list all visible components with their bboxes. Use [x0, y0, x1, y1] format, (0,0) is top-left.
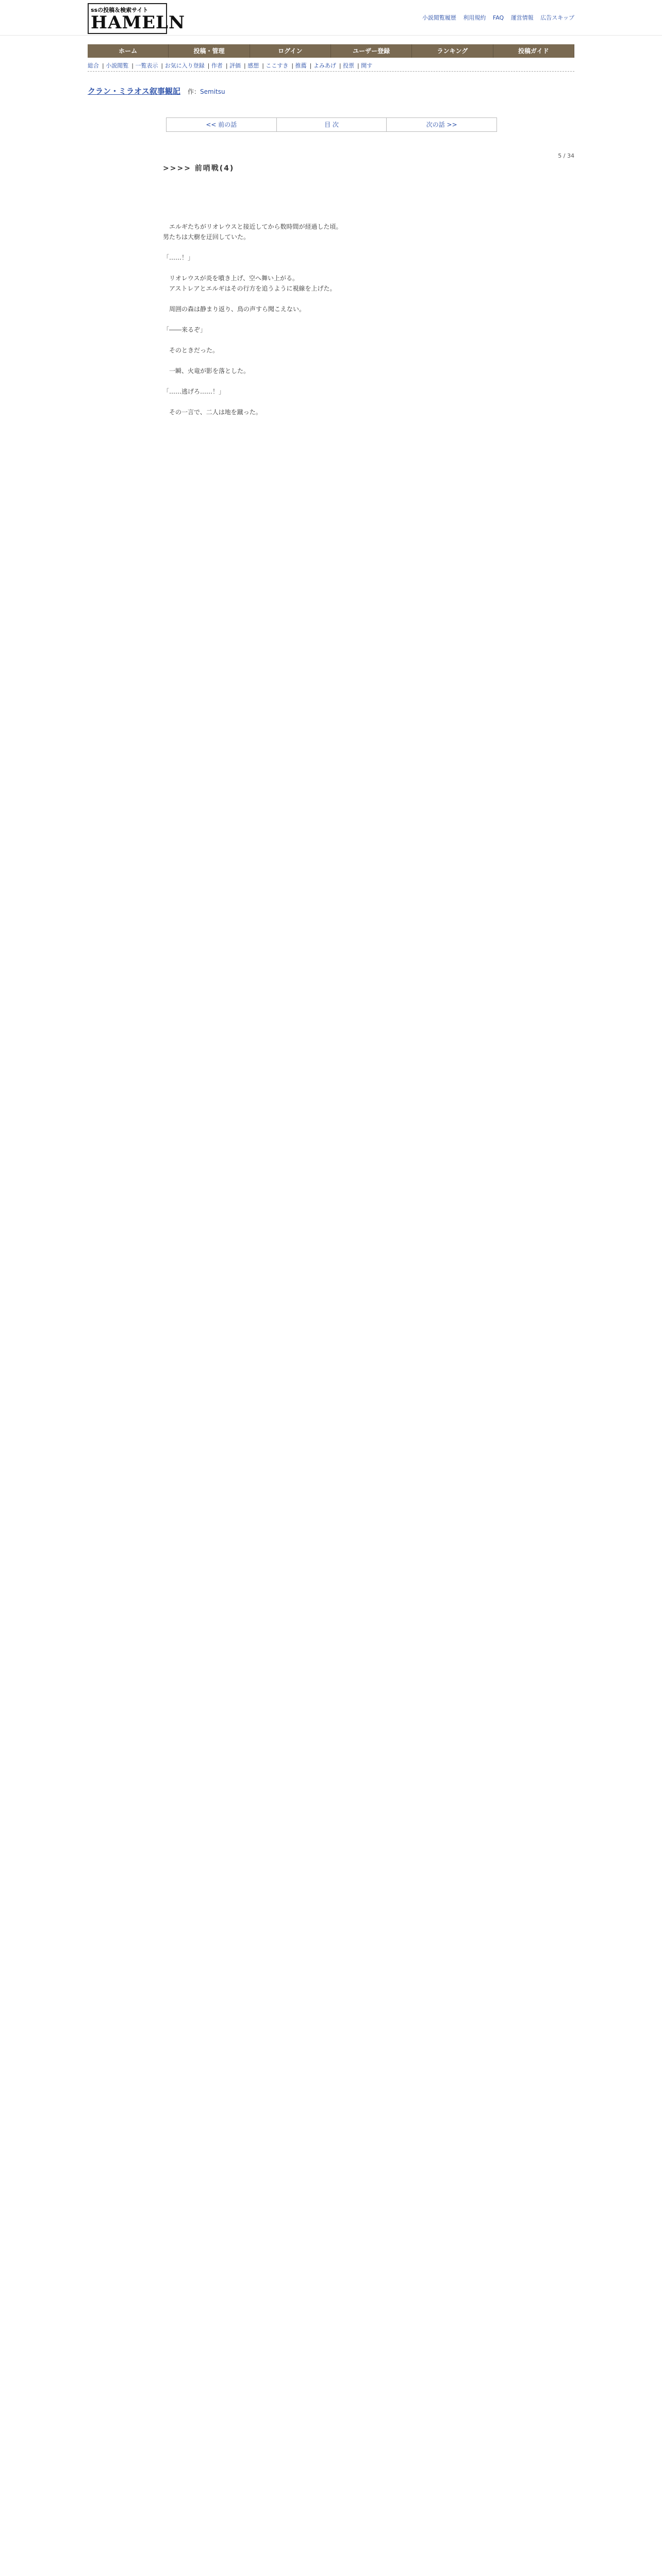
subnav-open[interactable]: 開す: [361, 62, 373, 69]
subnav-overview[interactable]: 総合: [88, 62, 99, 69]
body-paragraph: 一瞬、火竜が影を落とした。: [163, 367, 250, 375]
site-header: [0, 0, 662, 36]
chapter-body: [163, 222, 499, 417]
subnav-favorite[interactable]: お気に入り登録: [164, 62, 205, 69]
body-paragraph: [163, 397, 499, 407]
header-link-skip-ads[interactable]: 広告スキップ: [540, 14, 574, 21]
body-paragraph: 「……！」: [163, 254, 194, 261]
novel-title-link[interactable]: クラン・ミラオス叙事観記: [88, 87, 180, 96]
subnav-read[interactable]: 小説閲覧: [106, 62, 129, 69]
header-link-operator[interactable]: 運営情報: [510, 14, 534, 21]
author-label: 作：: [188, 88, 201, 95]
topnav-guide[interactable]: 投稿ガイド: [493, 44, 574, 58]
body-paragraph: 男たちは大樹を迂回していた。: [163, 233, 250, 241]
body-paragraph: [163, 294, 499, 304]
site-logo[interactable]: [88, 3, 186, 34]
topnav-post-manage[interactable]: 投稿・管理: [169, 44, 250, 58]
logo-text: HAMELN: [91, 12, 186, 33]
body-paragraph: [163, 263, 499, 273]
body-paragraph: [163, 355, 499, 366]
author-link[interactable]: Semitsu: [200, 88, 225, 95]
table-of-contents-link[interactable]: 目 次: [277, 118, 387, 131]
topnav-ranking[interactable]: ランキング: [412, 44, 493, 58]
body-paragraph: 「……逃げろ……！」: [163, 388, 225, 395]
subnav-recommend[interactable]: 推薦: [295, 62, 307, 69]
subnav-rate[interactable]: 評価: [229, 62, 241, 69]
prev-chapter-link[interactable]: << 前の話: [167, 118, 277, 131]
subnav-comments[interactable]: 感想: [247, 62, 259, 69]
subnav-list[interactable]: 一覧表示: [135, 62, 158, 69]
header-link-faq[interactable]: FAQ: [492, 14, 504, 21]
chapter-title: >>>> 前哨戦(4): [163, 164, 235, 173]
body-paragraph: [163, 242, 499, 252]
body-paragraph: 周囲の森は静まり返り、鳥の声すら聞こえない。: [163, 306, 306, 313]
subnav-author[interactable]: 作者: [211, 62, 223, 69]
subnav-readaloud[interactable]: よみあげ: [313, 62, 336, 69]
novel-title-row: [88, 86, 574, 96]
next-chapter-link[interactable]: 次の話 >>: [426, 121, 457, 128]
author-line: [188, 88, 225, 95]
logo-tagline: ssの投稿＆検索サイト: [91, 7, 148, 13]
header-links: [417, 13, 574, 22]
chapter-count: 5 / 34: [558, 152, 574, 159]
header-link-history[interactable]: 小説閲覧履歴: [422, 14, 456, 21]
topnav-login[interactable]: ログイン: [250, 44, 331, 58]
body-paragraph: [163, 376, 499, 386]
subnav-vote[interactable]: 投票: [343, 62, 355, 69]
body-paragraph: アストレアとエルギはその行方を追うように視線を上げた。: [163, 285, 336, 292]
body-paragraph: その一言で、二人は地を蹴った。: [163, 409, 262, 416]
body-paragraph: [163, 335, 499, 345]
topnav-register[interactable]: ユーザー登録: [331, 44, 412, 58]
chapter-pager: [166, 117, 497, 132]
top-navigation: [88, 44, 574, 58]
body-paragraph: [163, 314, 499, 325]
body-paragraph: リオレウスが炎を噴き上げ、空へ舞い上がる。: [163, 275, 299, 282]
header-link-terms[interactable]: 利用規約: [463, 14, 486, 21]
body-paragraph: そのときだった。: [163, 347, 219, 354]
subnav-kokosuki[interactable]: ここすき: [266, 62, 289, 69]
body-paragraph: 「――来るぞ」: [163, 326, 207, 333]
topnav-home[interactable]: ホーム: [88, 44, 169, 58]
body-paragraph: エルギたちがリオレウスと接近してから数時間が経過した頃。: [163, 223, 342, 230]
sub-navigation: 総合 | 小説閲覧 | 一覧表示 | お気に入り登録 | 作者 | 評価 | 感想 | ここすき | 推薦 | よみあげ | 投票 | 開す: [88, 61, 574, 72]
